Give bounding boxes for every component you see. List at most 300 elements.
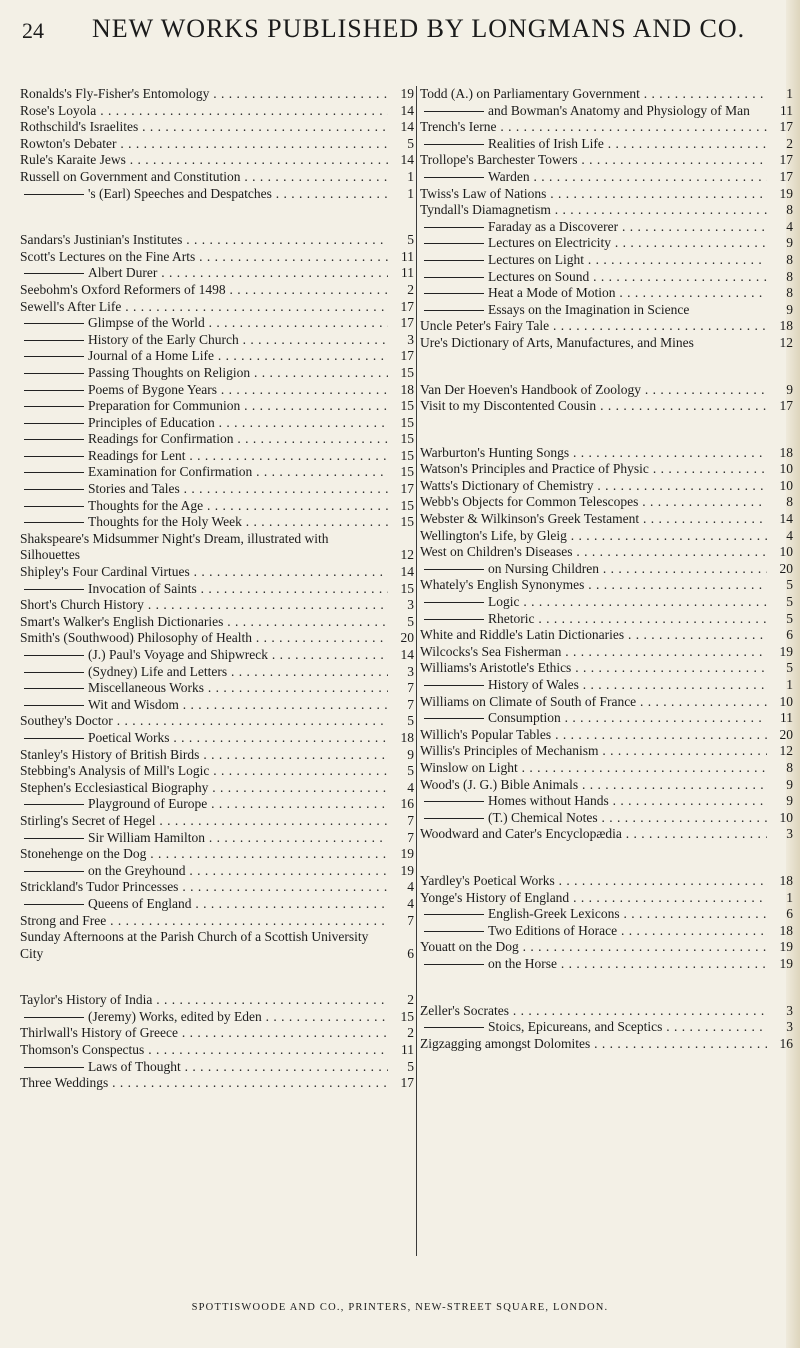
index-entry <box>420 445 793 462</box>
entry-page-number: 19 <box>779 939 793 955</box>
entry-page-number: 15 <box>400 580 414 596</box>
entry-page-number: 15 <box>400 414 414 430</box>
entry-page-number: 8 <box>786 251 793 267</box>
index-entry <box>20 332 414 349</box>
entry-title: Wood's (J. G.) Bible Animals . . . <box>420 777 767 794</box>
entry-page-number: 14 <box>400 119 414 135</box>
entry-page-number: 5 <box>407 135 414 151</box>
index-entry <box>20 415 414 432</box>
index-entry <box>20 730 414 747</box>
entry-title: Smith's (Southwood) Philosophy of Health . . . <box>20 630 388 647</box>
entry-page-number: 7 <box>407 812 414 828</box>
entry-title: Yonge's History of England . . . <box>420 890 767 907</box>
entry-page-number: 9 <box>786 235 793 251</box>
index-entry <box>420 923 793 940</box>
index-entry <box>20 299 414 316</box>
entry-page-number: 14 <box>400 102 414 118</box>
entry-page-number: 9 <box>786 793 793 809</box>
entry-title: Readings for Lent . . . <box>20 448 388 465</box>
entry-title: on the Greyhound . . . <box>20 863 388 880</box>
entry-title: Watson's Principles and Practice of Physic . . . <box>420 461 767 478</box>
index-entry <box>20 448 414 465</box>
entry-page-number: 4 <box>407 779 414 795</box>
entry-page-number: 2 <box>407 281 414 297</box>
entry-title: Trollope's Barchester Towers . . . <box>420 152 767 169</box>
entry-page-number: 10 <box>779 809 793 825</box>
index-entry <box>420 186 793 203</box>
index-entry <box>20 1075 414 1092</box>
index-entry <box>20 514 414 531</box>
entry-title: Wellington's Life, by Gleig . . . <box>420 528 767 545</box>
entry-title: Yardley's Poetical Works . . . <box>420 873 767 890</box>
entry-page-number: 19 <box>400 86 414 101</box>
index-entry <box>20 846 414 863</box>
entry-title: Stoics, Epicureans, and Sceptics . . . <box>420 1019 767 1036</box>
index-entry <box>20 103 414 120</box>
entry-title: Zeller's Socrates . . . <box>420 1003 767 1020</box>
entry-page-number: 14 <box>400 152 414 168</box>
index-entry <box>420 269 793 286</box>
entry-page-number: 10 <box>779 461 793 477</box>
entry-title: White and Riddle's Latin Dictionaries . . . <box>420 627 767 644</box>
index-entry <box>20 531 414 564</box>
index-section <box>420 1003 793 1053</box>
entry-title: Visit to my Discontented Cousin . . . <box>420 398 767 415</box>
index-entry <box>20 697 414 714</box>
entry-page-number: 3 <box>786 826 793 842</box>
entry-page-number: 2 <box>786 135 793 151</box>
entry-title: Stebbing's Analysis of Mill's Logic . . . <box>20 763 388 780</box>
entry-title: Smart's Walker's English Dictionaries . . . <box>20 614 388 631</box>
entry-page-number: 8 <box>786 285 793 301</box>
entry-title: Willis's Principles of Mechanism . . . <box>420 743 767 760</box>
index-entry <box>20 1009 414 1026</box>
entry-title: Shipley's Four Cardinal Virtues . . . <box>20 564 388 581</box>
right-column <box>420 86 793 1082</box>
index-entry <box>420 152 793 169</box>
entry-title: Shakspeare's Midsummer Night's Dream, illustrated with Silhouettes <box>20 530 329 563</box>
entry-title: Strong and Free . . . <box>20 913 388 930</box>
entry-page-number: 18 <box>779 318 793 334</box>
index-entry <box>420 727 793 744</box>
entry-title: Sunday Afternoons at the Parish Church of a Scottish University City <box>20 929 369 961</box>
index-entry <box>420 890 793 907</box>
entry-page-number: 3 <box>786 1019 793 1035</box>
entry-title: (Sydney) Life and Letters . . . <box>20 664 388 681</box>
entry-title: Consumption . . . <box>420 710 767 727</box>
entry-title: Trench's Ierne . . . <box>420 119 767 136</box>
index-entry <box>20 186 414 203</box>
entry-page-number: 5 <box>407 232 414 248</box>
index-entry <box>420 285 793 302</box>
entry-title: Webb's Objects for Common Telescopes . . . <box>420 494 767 511</box>
entry-title: Playground of Europe . . . <box>20 796 388 813</box>
entry-title: Poems of Bygone Years . . . <box>20 382 388 399</box>
entry-title: Short's Church History . . . <box>20 597 388 614</box>
entry-page-number: 15 <box>400 364 414 380</box>
entry-page-number: 17 <box>400 1075 414 1091</box>
index-entry <box>420 235 793 252</box>
entry-page-number: 1 <box>786 86 793 101</box>
entry-page-number: 14 <box>400 647 414 662</box>
entry-page-number: 18 <box>779 922 793 938</box>
entry-title: Lectures on Light . . . <box>420 252 767 269</box>
entry-page-number: 5 <box>786 660 793 676</box>
entry-title: Twiss's Law of Nations . . . <box>420 186 767 203</box>
index-entry <box>20 896 414 913</box>
index-entry <box>420 398 793 415</box>
entry-page-number: 11 <box>780 710 793 726</box>
entry-title: Essays on the Imagination in Science <box>420 302 767 319</box>
entry-page-number: 18 <box>400 729 414 745</box>
entry-page-number: 4 <box>786 527 793 543</box>
index-entry <box>420 119 793 136</box>
entry-title: Faraday as a Discoverer . . . <box>420 219 767 236</box>
index-entry <box>20 647 414 664</box>
entry-page-number: 5 <box>407 763 414 779</box>
entry-page-number: 14 <box>400 564 414 580</box>
index-entry <box>420 760 793 777</box>
index-entry <box>420 169 793 186</box>
entry-page-number: 8 <box>786 494 793 510</box>
index-entry <box>420 528 793 545</box>
entry-title: Preparation for Communion . . . <box>20 398 388 415</box>
entry-title: Stephen's Ecclesiastical Biography . . . <box>20 780 388 797</box>
index-entry <box>20 780 414 797</box>
entry-title: Two Editions of Horace . . . <box>420 923 767 940</box>
index-entry <box>20 597 414 614</box>
entry-page-number: 6 <box>786 906 793 922</box>
entry-title: Ronalds's Fly-Fisher's Entomology . . . <box>20 86 388 103</box>
entry-title: Thoughts for the Holy Week . . . <box>20 514 388 531</box>
entry-page-number: 5 <box>786 594 793 610</box>
index-entry <box>20 232 414 249</box>
index-entry <box>20 365 414 382</box>
entry-page-number: 17 <box>779 398 793 414</box>
index-entry <box>420 826 793 843</box>
entry-page-number: 16 <box>400 796 414 812</box>
entry-page-number: 15 <box>400 398 414 414</box>
entry-title: Poetical Works . . . <box>20 730 388 747</box>
entry-page-number: 2 <box>407 1025 414 1041</box>
entry-title: Rhetoric . . . <box>420 611 767 628</box>
index-entry <box>420 561 793 578</box>
entry-title: Principles of Education . . . <box>20 415 388 432</box>
entry-page-number: 5 <box>407 713 414 729</box>
entry-page-number: 11 <box>401 248 414 264</box>
entry-page-number: 3 <box>407 597 414 613</box>
entry-page-number: 12 <box>779 743 793 759</box>
index-entry <box>20 713 414 730</box>
entry-page-number: 10 <box>779 544 793 560</box>
index-entry <box>20 119 414 136</box>
entry-page-number: 20 <box>779 726 793 742</box>
entry-page-number: 4 <box>786 218 793 234</box>
entry-page-number: 17 <box>400 315 414 331</box>
index-section <box>420 86 793 352</box>
index-entry <box>420 594 793 611</box>
entry-page-number: 12 <box>400 547 414 563</box>
entry-title: Thirlwall's History of Greece . . . <box>20 1025 388 1042</box>
entry-title: Seebohm's Oxford Reformers of 1498 . . . <box>20 282 388 299</box>
index-entry <box>420 318 793 335</box>
index-entry <box>420 577 793 594</box>
entry-page-number: 7 <box>407 829 414 845</box>
entry-page-number: 15 <box>400 447 414 463</box>
index-entry <box>420 202 793 219</box>
entry-page-number: 18 <box>779 872 793 888</box>
entry-page-number: 3 <box>407 331 414 347</box>
entry-title: Rowton's Debater . . . <box>20 136 388 153</box>
entry-title: Lectures on Sound . . . <box>420 269 767 286</box>
entry-page-number: 1 <box>786 889 793 905</box>
index-entry <box>20 398 414 415</box>
entry-page-number: 19 <box>400 862 414 878</box>
entry-title: Wilcocks's Sea Fisherman . . . <box>420 644 767 661</box>
index-section <box>420 382 793 415</box>
entry-title: Warden . . . <box>420 169 767 186</box>
index-entry <box>20 564 414 581</box>
entry-title: Watts's Dictionary of Chemistry . . . <box>420 478 767 495</box>
index-entry <box>20 431 414 448</box>
index-entry <box>20 763 414 780</box>
index-entry <box>420 103 793 120</box>
entry-page-number: 9 <box>407 746 414 762</box>
entry-page-number: 17 <box>779 168 793 184</box>
entry-title: Rose's Loyola . . . <box>20 103 388 120</box>
entry-title: 's (Earl) Speeches and Despatches . . . <box>20 186 388 203</box>
entry-title: Stonehenge on the Dog . . . <box>20 846 388 863</box>
entry-title: Tyndall's Diamagnetism . . . <box>420 202 767 219</box>
entry-title: Sir William Hamilton . . . <box>20 830 388 847</box>
index-section <box>20 232 414 962</box>
index-entry <box>20 581 414 598</box>
entry-page-number: 7 <box>407 912 414 928</box>
index-entry <box>20 630 414 647</box>
index-entry <box>420 611 793 628</box>
entry-title: Miscellaneous Works . . . <box>20 680 388 697</box>
entry-page-number: 17 <box>779 152 793 168</box>
index-entry <box>20 830 414 847</box>
entry-title: Realities of Irish Life . . . <box>420 136 767 153</box>
entry-page-number: 8 <box>786 759 793 775</box>
index-entry <box>420 1019 793 1036</box>
entry-page-number: 5 <box>407 1058 414 1074</box>
entry-title: Journal of a Home Life . . . <box>20 348 388 365</box>
index-entry <box>20 992 414 1009</box>
entry-page-number: 1 <box>786 677 793 692</box>
entry-page-number: 7 <box>407 696 414 712</box>
entry-title: Ure's Dictionary of Arts, Manufactures, and Mines <box>420 334 694 350</box>
index-entry <box>420 939 793 956</box>
index-entry <box>420 1003 793 1020</box>
entry-page-number: 11 <box>401 1042 414 1058</box>
entry-page-number: 1 <box>407 168 414 184</box>
entry-page-number: 17 <box>400 348 414 364</box>
index-entry <box>420 956 793 973</box>
entry-page-number: 14 <box>779 511 793 527</box>
index-entry <box>420 302 793 319</box>
index-entry <box>420 710 793 727</box>
index-entry <box>20 813 414 830</box>
entry-page-number: 15 <box>400 431 414 447</box>
entry-page-number: 17 <box>400 298 414 314</box>
index-entry <box>420 694 793 711</box>
entry-title: Woodward and Cater's Encyclopædia . . . <box>420 826 767 843</box>
index-entry <box>20 348 414 365</box>
entry-page-number: 18 <box>400 381 414 397</box>
entry-title: Webster & Wilkinson's Greek Testament . . . <box>420 511 767 528</box>
index-entry <box>20 863 414 880</box>
entry-page-number: 3 <box>407 663 414 679</box>
index-entry <box>420 677 793 694</box>
index-entry <box>420 382 793 399</box>
entry-title: Uncle Peter's Fairy Tale . . . <box>420 318 767 335</box>
index-entry <box>420 219 793 236</box>
index-entry <box>20 382 414 399</box>
index-entry <box>20 929 414 962</box>
entry-title: Zigzagging amongst Dolomites . . . <box>420 1036 767 1053</box>
entry-title: on the Horse . . . <box>420 956 767 973</box>
entry-title: Sandars's Justinian's Institutes . . . <box>20 232 388 249</box>
index-entry <box>20 481 414 498</box>
index-entry <box>420 810 793 827</box>
index-entry <box>420 777 793 794</box>
index-entry <box>20 315 414 332</box>
entry-title: Strickland's Tudor Princesses . . . <box>20 879 388 896</box>
entry-title: and Bowman's Anatomy and Physiology of Man <box>420 103 767 120</box>
index-entry <box>420 544 793 561</box>
index-entry <box>20 86 414 103</box>
entry-page-number: 10 <box>779 693 793 709</box>
index-entry <box>20 1059 414 1076</box>
index-entry <box>20 879 414 896</box>
entry-title: Examination for Confirmation . . . <box>20 464 388 481</box>
entry-title: Wit and Wisdom . . . <box>20 697 388 714</box>
entry-page-number: 15 <box>400 514 414 530</box>
index-entry <box>20 169 414 186</box>
entry-page-number: 4 <box>407 879 414 895</box>
index-section <box>20 992 414 1092</box>
entry-title: Scott's Lectures on the Fine Arts . . . <box>20 249 388 266</box>
entry-title: Southey's Doctor . . . <box>20 713 388 730</box>
entry-title: Stanley's History of British Birds . . . <box>20 747 388 764</box>
entry-page-number: 5 <box>786 577 793 593</box>
entry-page-number: 8 <box>786 268 793 284</box>
entry-title: Van Der Hoeven's Handbook of Zoology . . . <box>420 382 767 399</box>
page-number: 24 <box>22 18 44 43</box>
entry-title: Willich's Popular Tables . . . <box>420 727 767 744</box>
entry-title: Russell on Government and Constitution . . . <box>20 169 388 186</box>
index-entry <box>20 282 414 299</box>
index-entry <box>20 796 414 813</box>
index-entry <box>420 906 793 923</box>
index-entry <box>420 873 793 890</box>
index-entry <box>420 793 793 810</box>
index-entry <box>420 86 793 103</box>
index-entry <box>420 136 793 153</box>
index-section <box>420 873 793 973</box>
index-section <box>20 86 414 202</box>
entry-title: Readings for Confirmation . . . <box>20 431 388 448</box>
entry-title: Warburton's Hunting Songs . . . <box>420 445 767 462</box>
index-section <box>420 445 793 843</box>
entry-title: Williams's Aristotle's Ethics . . . <box>420 660 767 677</box>
entry-page-number: 8 <box>786 202 793 218</box>
entry-title: West on Children's Diseases . . . <box>420 544 767 561</box>
entry-title: Invocation of Saints . . . <box>20 581 388 598</box>
index-entry <box>420 478 793 495</box>
index-entry <box>20 136 414 153</box>
entry-title: Homes without Hands . . . <box>420 793 767 810</box>
entry-page-number: 15 <box>400 464 414 480</box>
index-entry <box>20 664 414 681</box>
entry-title: Rothschild's Israelites . . . <box>20 119 388 136</box>
entry-title: (T.) Chemical Notes . . . <box>420 810 767 827</box>
entry-page-number: 19 <box>779 185 793 201</box>
entry-page-number: 10 <box>779 477 793 493</box>
entry-title: History of Wales . . . <box>420 677 767 694</box>
index-entry <box>420 644 793 661</box>
entry-page-number: 1 <box>407 185 414 201</box>
printer-imprint: SPOTTISWOODE AND CO., PRINTERS, NEW-STREET SQUARE, LONDON. <box>191 1302 609 1313</box>
entry-title: Rule's Karaite Jews . . . <box>20 152 388 169</box>
index-entry <box>420 743 793 760</box>
entry-title: on Nursing Children . . . <box>420 561 767 578</box>
entry-title: Winslow on Light . . . <box>420 760 767 777</box>
entry-page-number: 5 <box>407 613 414 629</box>
page-header <box>0 0 800 60</box>
index-entry <box>420 335 793 352</box>
left-column <box>20 86 414 1122</box>
entry-title: Whately's English Synonymes . . . <box>420 577 767 594</box>
entry-title: Logic . . . <box>420 594 767 611</box>
running-title: NEW WORKS PUBLISHED BY LONGMANS AND CO. <box>92 14 746 43</box>
entry-title: Glimpse of the World . . . <box>20 315 388 332</box>
entry-page-number: 6 <box>407 945 414 961</box>
index-entry <box>420 627 793 644</box>
entry-title: (J.) Paul's Voyage and Shipwreck . . . <box>20 647 388 664</box>
index-entry <box>20 265 414 282</box>
entry-title: Todd (A.) on Parliamentary Government . . . <box>420 86 767 103</box>
entry-title: Three Weddings . . . <box>20 1075 388 1092</box>
index-entry <box>20 464 414 481</box>
entry-title: History of the Early Church . . . <box>20 332 388 349</box>
entry-title: Thomson's Conspectus . . . <box>20 1042 388 1059</box>
entry-title: Lectures on Electricity . . . <box>420 235 767 252</box>
entry-title: Thoughts for the Age . . . <box>20 498 388 515</box>
index-entry <box>420 461 793 478</box>
entry-title: Queens of England . . . <box>20 896 388 913</box>
index-entry <box>20 614 414 631</box>
entry-page-number: 19 <box>779 955 793 971</box>
entry-page-number: 11 <box>401 265 414 281</box>
entry-page-number: 6 <box>786 627 793 643</box>
entry-page-number: 3 <box>786 1002 793 1018</box>
entry-page-number: 12 <box>779 334 793 350</box>
entry-page-number: 11 <box>780 102 793 118</box>
index-entry <box>420 494 793 511</box>
entry-page-number: 15 <box>400 497 414 513</box>
entry-title: (Jeremy) Works, edited by Eden . . . <box>20 1009 388 1026</box>
entry-page-number: 9 <box>786 381 793 397</box>
index-entry <box>20 1025 414 1042</box>
entry-page-number: 9 <box>786 776 793 792</box>
entry-title: Williams on Climate of South of France . . . <box>420 694 767 711</box>
entry-title: Laws of Thought . . . <box>20 1059 388 1076</box>
index-entry <box>20 249 414 266</box>
entry-title: Taylor's History of India . . . <box>20 992 388 1009</box>
